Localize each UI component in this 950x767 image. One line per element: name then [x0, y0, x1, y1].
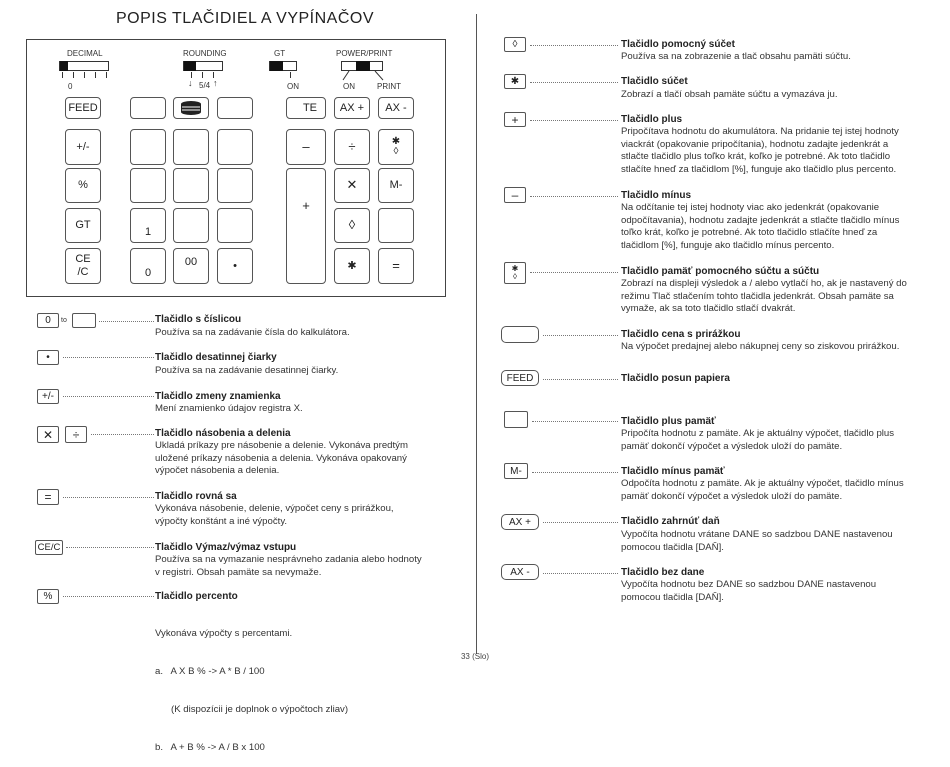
diamond-icon: ◊	[393, 146, 399, 157]
diamond-icon: ◊	[513, 272, 517, 281]
digit-zero-icon: 0	[37, 313, 59, 328]
blank-key[interactable]	[217, 97, 253, 119]
power-switch-lines	[339, 70, 389, 82]
power-print-label: PRINT	[377, 82, 401, 91]
blank-key-2[interactable]	[378, 208, 414, 243]
two-key[interactable]	[173, 208, 209, 243]
percent-icon: %	[37, 589, 59, 604]
entry-desc: Používa sa na vymazanie nesprávneho zadania alebo hodnoty v registri. Obsah pamäte sa nevymaže.	[155, 554, 422, 578]
minus-icon: –	[504, 187, 526, 203]
te-key[interactable]: TE	[286, 97, 326, 119]
memory-plus-key[interactable]	[173, 97, 209, 119]
four-key[interactable]	[130, 168, 166, 203]
entry-title: Tlačidlo bez dane	[621, 567, 705, 578]
total-key[interactable]: ✱	[334, 248, 370, 284]
subtotal-total-icon	[504, 262, 526, 284]
rounding-switch[interactable]	[183, 61, 223, 71]
entry-desc: Na odčítanie tej istej hodnoty viac ako jedenkrát (opakovanie odpočítavania), hodnotu zadajte jedenkrát a stlačte tlačidlo mínus toľko krát, koľko je potrebné. Ak toto tlačidlo stlačíte hneď za tlačidlom [%], funguje ako tlačidlo mínus percento.	[621, 202, 900, 251]
ce-c-key[interactable]	[65, 248, 101, 284]
rounding-up-arrow: ↑	[213, 78, 218, 88]
entry-desc: Zobrazí na displeji výsledok a / alebo vytlačí ho, ak je nastavený do režimu Tlač stlačením tohto tlačidla jedenkrát. Obsah pamäte sa vymaže, ak sa toto tlačidlo stlačí dvakrát.	[621, 278, 907, 315]
decimal-key[interactable]: •	[217, 248, 253, 284]
entry-desc: Ukladá príkazy pre násobenie a delenie. Vykonáva predtým uložené príkazy násobenia a delenia. Vykonáva opakovaný výpočet násobenia a delenia.	[155, 440, 408, 477]
entry-title: Tlačidlo percento	[155, 591, 238, 602]
rounding-switch-label: ROUNDING	[183, 49, 227, 58]
entry-desc: Používa sa na zadávanie čísla do kalkulátora.	[155, 327, 350, 338]
plus-key[interactable]: +	[286, 168, 326, 284]
entry-desc: Pripočítava hodnotu do akumulátora. Na pridanie tej istej hodnoty viackrát (opakovanie pripočítania), hodnotu zadajte jedenkrát a stlačte tlačidlo plus toľko krát, koľko je potrebné. Ak toto tlačidlo stlačíte hneď za tlačidlom [%], funguje ako tlačidlo plus percento.	[621, 126, 899, 175]
plus-icon: +	[504, 112, 526, 127]
entry-title: Tlačidlo plus pamäť	[621, 416, 716, 427]
entry-title: Tlačidlo násobenia a delenia	[155, 428, 291, 439]
entry-title: Tlačidlo pomocný súčet	[621, 39, 735, 50]
five-key[interactable]	[173, 168, 209, 203]
gt-key[interactable]: GT	[65, 208, 101, 243]
entry-desc: Zobrazí a tlačí obsah pamäte súčtu a vymazáva ju.	[621, 89, 838, 100]
eight-key[interactable]	[173, 129, 209, 165]
star-icon: ✱	[391, 136, 401, 147]
double-zero-key[interactable]: 00	[173, 248, 209, 284]
decimal-point-icon: •	[37, 350, 59, 365]
gt-switch-label: GT	[274, 49, 286, 58]
entry-title: Tlačidlo plus	[621, 114, 683, 125]
nine-key[interactable]	[217, 129, 253, 165]
seven-key[interactable]	[130, 129, 166, 165]
entry-title: Tlačidlo mínus	[621, 190, 692, 201]
star-icon: ✱	[504, 74, 526, 89]
memory-minus-key[interactable]: M-	[378, 168, 414, 203]
entry-desc: Používa sa na zobrazenie a tlač obsahu pamäti súčtu.	[621, 51, 851, 62]
ce-c-key-line2: /C	[77, 266, 89, 278]
six-key[interactable]	[217, 168, 253, 203]
clear-entry-icon: CE/C	[35, 540, 63, 555]
decimal-switch-label: DECIMAL	[67, 49, 103, 58]
entry-desc: Pripočíta hodnotu z pamäte. Ak je aktuálny výpočet, tlačidlo plus pamäť dokončí výpočet a výsledok uloží do pamäte.	[621, 428, 895, 452]
entry-title: Tlačidlo posun papiera	[621, 373, 730, 384]
entry-title: Tlačidlo rovná sa	[155, 491, 237, 502]
page-title: POPIS TLAČIDIEL A VYPÍNAČOV	[115, 10, 375, 27]
plus-minus-key[interactable]: +/-	[65, 129, 101, 165]
entry-desc: Používa sa na zadávanie desatinnej čiarky.	[155, 365, 339, 376]
entry-desc: Odpočíta hodnotu z pamäte. Ak je aktuálny výpočet, tlačidlo mínus pamäť dokončí výpočet a výsledok uloží do pamäte.	[621, 478, 904, 502]
percent-key[interactable]: %	[65, 168, 101, 203]
power-switch-label: POWER/PRINT	[336, 49, 393, 58]
gt-tick	[290, 72, 291, 78]
power-on-label: ON	[343, 82, 355, 91]
subtotal-key[interactable]: ◊	[334, 208, 370, 243]
entry-title: Tlačidlo Výmaz/výmaz vstupu	[155, 542, 297, 553]
entry-desc: Na výpočet predajnej alebo nákupnej ceny so ziskovou prirážkou.	[621, 341, 900, 352]
keyboard-panel	[26, 39, 446, 297]
coin-stack-icon	[179, 100, 203, 116]
entry-desc: Mení znamienko údajov registra X.	[155, 403, 303, 414]
entry-desc: Vykonáva výpočty s percentami. a. A X B % -> A * B / 100 (K dispozícii je doplnok o výpočtoch zliav) b. A + B % -> A / B x 100	[155, 628, 349, 753]
entry-desc: Vykonáva násobenie, delenie, výpočet ceny s prirážkou, výpočty konštánt a iné výpočty.	[155, 503, 394, 527]
tax-minus-icon: AX -	[501, 564, 539, 580]
tax-minus-key[interactable]: AX -	[378, 97, 414, 119]
gt-on-label: ON	[287, 82, 299, 91]
entry-title: Tlačidlo desatinnej čiarky	[155, 352, 277, 363]
page-number: 33 (Slo)	[460, 652, 489, 661]
entry-title: Tlačidlo zahrnúť daň	[621, 516, 720, 527]
entry-title: Tlačidlo s číslicou	[155, 314, 242, 325]
divide-icon: ÷	[65, 426, 87, 443]
multiply-icon: ✕	[37, 426, 59, 443]
entry-title: Tlačidlo súčet	[621, 76, 688, 87]
decimal-ticks	[59, 72, 109, 80]
minus-key[interactable]: –	[286, 129, 326, 165]
star-icon: ✱	[511, 264, 519, 273]
memory-minus-icon: M-	[504, 463, 528, 479]
zero-key[interactable]: 0	[130, 248, 166, 284]
entry-title: Tlačidlo cena s prirážkou	[621, 329, 741, 340]
ce-c-key-line1: CE	[75, 253, 91, 266]
digit-nine-icon	[72, 313, 96, 328]
markup-key[interactable]	[130, 97, 166, 119]
entry-title: Tlačidlo pamäť pomocného súčtu a súčtu	[621, 266, 820, 277]
memory-plus-icon	[504, 411, 528, 428]
sign-change-icon: +/-	[37, 389, 59, 404]
one-key[interactable]: 1	[130, 208, 166, 243]
feed-icon: FEED	[501, 370, 539, 386]
tax-plus-key[interactable]: AX +	[334, 97, 370, 119]
subtotal-total-key[interactable]	[378, 129, 414, 165]
markup-icon	[501, 326, 539, 343]
entry-title: Tlačidlo zmeny znamienka	[155, 391, 281, 402]
divide-key[interactable]: ÷	[334, 129, 370, 165]
entry-desc: Vypočíta hodnotu bez DANE so sadzbou DANE nastavenou pomocou tlačidla [DAŇ].	[621, 579, 877, 603]
entry-desc: Vypočíta hodnotu vrátane DANE so sadzbou DANE nastavenou pomocou tlačidla [DAŇ].	[621, 529, 893, 553]
diamond-icon: ◊	[504, 37, 526, 52]
feed-key[interactable]: FEED	[65, 97, 101, 119]
equals-icon: =	[37, 489, 59, 505]
digit-to-label: to	[61, 317, 67, 324]
entry-title: Tlačidlo mínus pamäť	[621, 466, 725, 477]
multiply-key[interactable]: ✕	[334, 168, 370, 203]
gt-switch[interactable]	[269, 61, 297, 71]
decimal-switch[interactable]	[59, 61, 109, 71]
rounding-mid-label: 5/4	[199, 81, 211, 90]
tax-plus-icon: AX +	[501, 514, 539, 530]
three-key[interactable]	[217, 208, 253, 243]
rounding-down-arrow: ↓	[188, 78, 193, 88]
decimal-tick-zero: 0	[68, 82, 73, 91]
column-divider	[476, 14, 477, 654]
equals-key[interactable]: =	[378, 248, 414, 284]
